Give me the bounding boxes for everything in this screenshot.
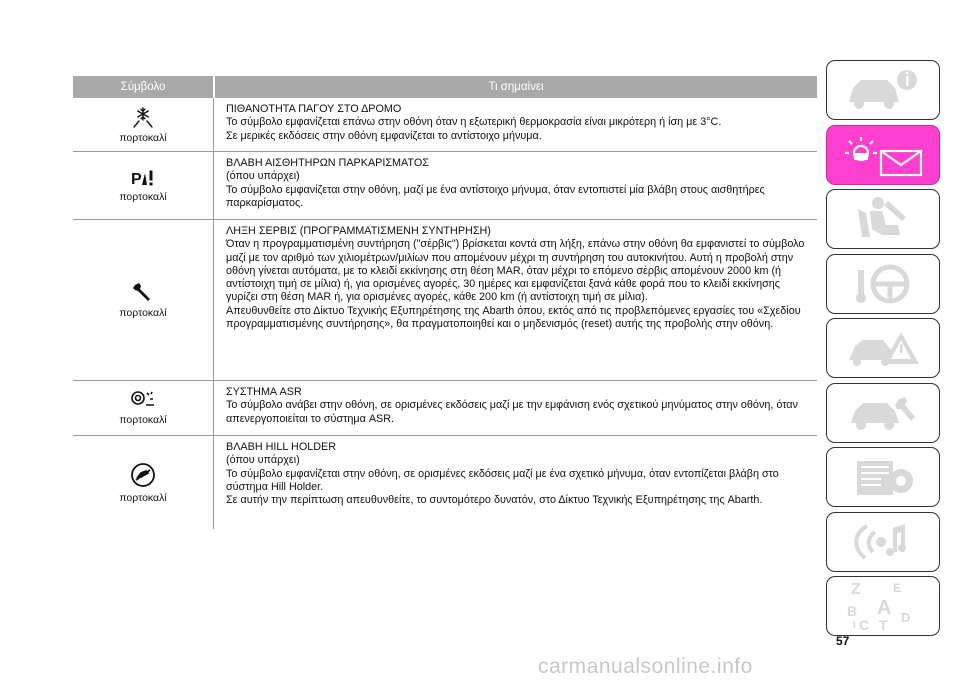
table-row <box>73 98 817 152</box>
index-letter: Z <box>851 581 861 598</box>
row-text: Όταν η προγραμματισμένη συντήρηση ("σέρβις") βρίσκεται κοντά στη λήξη, επάνω στην οθόνη θα εμφανιστεί το σύμβολο μαζί με τον αριθμό των χιλιομέτρων/μιλίων που απομένουν μέχρι τη συντήρηση του αυτοκινήτου. Αυτή η προβολή στην οθόνη γίνεται αυτόματα, με το κλειδί εκκίνησης στη θέση MAR, όταν μέχρι το επόμενο σέρβις απομένουν 2000 km (ή αντίστοιχη τιμή σε μίλια) ή, για ορισμένες αγορές, 30 ημέρες και εμφανίζεται ξανά κάθε φορά που το κλειδί εκκίνησης γυρίζει στη θέση MAR ή, για ορισμένες αγορές, κάθε 200 km (ή αντίστοιχη τιμή σε μίλια). <box>226 238 805 304</box>
meaning-cell <box>213 98 817 151</box>
symbol-color-label: πορτοκαλί <box>119 491 167 504</box>
asr-traction-icon <box>130 390 156 410</box>
meaning-cell <box>213 436 817 529</box>
accident-warning-icon <box>843 324 923 372</box>
header-meaning: Τι σημαίνει <box>213 76 817 98</box>
row-text: Το σύμβολο εμφανίζεται επάνω στην οθόνη όταν η εξωτερική θερμοκρασία είναι μικρότερη ή ίση με 3°C. <box>226 116 722 129</box>
table-row <box>73 220 817 381</box>
symbol-color-label: πορτοκαλί <box>119 190 167 203</box>
row-text: (όπου υπάρχει) <box>226 454 300 467</box>
steering-key-icon <box>848 260 918 308</box>
index-letter: D <box>901 610 911 625</box>
page-number: 57 <box>836 634 850 648</box>
table-row <box>73 436 817 529</box>
tab-safety[interactable] <box>826 189 940 249</box>
meaning-cell <box>213 220 817 380</box>
tab-starting-driving[interactable] <box>826 254 940 314</box>
multimedia-icon <box>843 518 923 566</box>
table-row <box>73 381 817 436</box>
car-service-icon <box>843 389 923 437</box>
warning-symbols-table <box>73 76 817 529</box>
symbol-color-label: πορτοκαλί <box>119 414 167 426</box>
index-alphabet-icon <box>843 580 923 632</box>
tab-emergency[interactable] <box>826 318 940 378</box>
row-title: ΛΗΞΗ ΣΕΡΒΙΣ (ΠΡΟΓΡΑΜΜΑΤΙΣΜΕΝΗ ΣΥΝΤΗΡΗΣΗ) <box>226 225 491 237</box>
header-symbol: Σύμβολο <box>120 81 166 93</box>
symbol-cell <box>73 381 213 435</box>
seat-airbag-icon <box>848 195 918 243</box>
row-text: Απευθυνθείτε στο Δίκτυο Τεχνικής Εξυπηρέτησης της Abarth όπου, εκτός από τις προβλεπόμενες εργασίες του «Σχεδίου προγραμματισμένης συντήρησης», θα πραγματοποιηθεί και ο μηδενισμός (reset) αυτής της προβολής στην οθόνη. <box>226 304 801 331</box>
tab-index[interactable] <box>826 576 940 636</box>
row-title: ΒΛΑΒΗ ΑΙΣΘΗΤΗΡΩΝ ΠΑΡΚΑΡΙΣΜΑΤΟΣ <box>226 157 429 169</box>
symbol-cell <box>73 220 213 380</box>
index-letter: I <box>853 620 856 631</box>
row-title: ΣΥΣΤΗΜΑ ASR <box>226 386 302 398</box>
symbol-color-label: πορτοκαλί <box>119 307 167 319</box>
table-row <box>73 152 817 220</box>
tab-technical-data[interactable] <box>826 447 940 507</box>
symbol-cell <box>73 152 213 219</box>
parking-sensor-fault-icon <box>131 169 155 187</box>
tab-car-info[interactable] <box>826 60 940 120</box>
ice-road-icon <box>131 106 155 128</box>
row-text: Σε μερικές εκδόσεις στην οθόνη εμφανίζεται το αντίστοιχο μήνυμα. <box>226 129 542 142</box>
watermark: carmanualsonline.info <box>538 655 753 678</box>
row-text: Το σύμβολο ανάβει στην οθόνη, σε ορισμένες εκδόσεις μαζί με την εμφάνιση ενός σχετικού μηνύματος στην οθόνη, όταν απενεργοποιείται το σύστημα ASR. <box>226 399 798 425</box>
row-text: Το σύμβολο εμφανίζεται στην οθόνη, μαζί με ένα αντίστοιχο μήνυμα, όταν εντοπιστεί μία βλάβη στους αισθητήρες παρκαρίσματος. <box>226 183 765 209</box>
row-title: ΒΛΑΒΗ HILL HOLDER <box>226 441 337 453</box>
tab-warning-lights[interactable] <box>826 125 940 185</box>
index-letter: C <box>859 617 870 632</box>
meaning-cell <box>213 381 817 435</box>
technical-data-icon <box>843 453 923 501</box>
symbol-cell <box>73 436 213 529</box>
section-tabs <box>826 60 940 641</box>
row-text: Σε αυτήν την περίπτωση απευθυνθείτε, το συντομότερο δυνατόν, στο Δίκτυο Τεχνικής Εξυπηρέτησης της Abarth. <box>226 494 763 507</box>
index-letter: E <box>893 581 902 595</box>
tab-multimedia[interactable] <box>826 512 940 572</box>
hill-holder-icon <box>130 462 156 488</box>
wrench-icon <box>132 281 154 303</box>
tab-maintenance[interactable] <box>826 383 940 443</box>
symbol-cell <box>73 98 213 151</box>
svg-text:P: P <box>131 170 142 187</box>
index-letter: A <box>877 597 892 619</box>
row-text: (όπου υπάρχει) <box>226 170 300 183</box>
warning-light-message-icon <box>837 131 929 179</box>
meaning-cell <box>213 152 817 219</box>
symbol-color-label: πορτοκαλί <box>119 131 167 144</box>
index-letter: T <box>879 617 888 632</box>
table-header <box>73 76 817 98</box>
index-letter: B <box>847 603 858 619</box>
row-text: Το σύμβολο εμφανίζεται στην οθόνη, σε ορισμένες εκδόσεις μαζί με ένα σχετικό μήνυμα, όταν εντοπίζεται βλάβη στο σύστημα Hill Holder. <box>226 467 779 493</box>
car-info-icon <box>843 68 923 112</box>
row-title: ΠΙΘΑΝΟΤΗΤΑ ΠΑΓΟΥ ΣΤΟ ΔΡΟΜΟ <box>226 103 402 115</box>
